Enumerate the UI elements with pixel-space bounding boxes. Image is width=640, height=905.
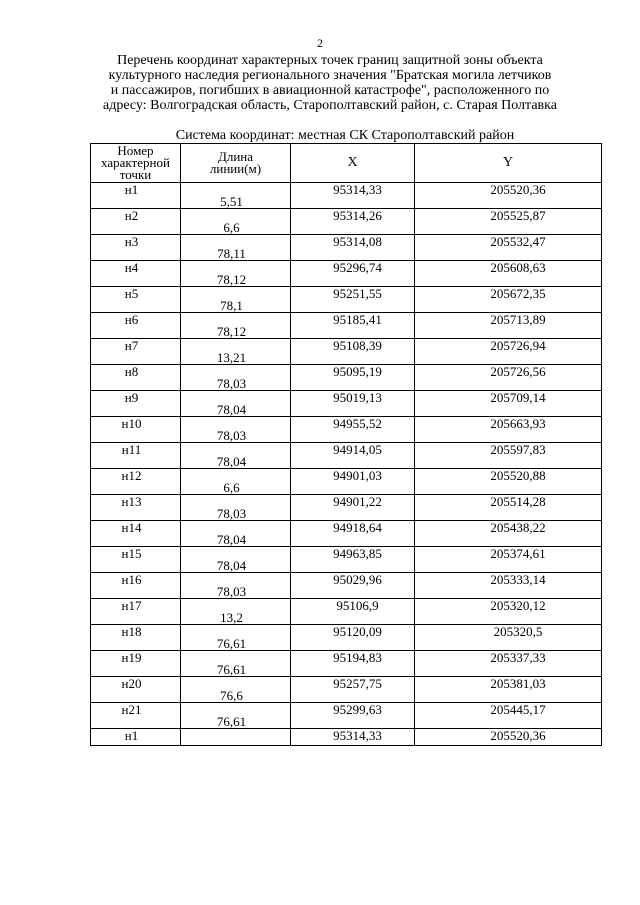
point-number-cell: н1 — [91, 729, 181, 746]
table-row — [91, 599, 602, 625]
title-line: культурного наследия регионального значения "Братская могила летчиков — [108, 68, 552, 83]
line-length-cell — [181, 261, 291, 287]
line-length-cell — [181, 625, 291, 651]
line-length-value: 13,21 — [216, 350, 247, 365]
header-x: X — [291, 144, 415, 183]
line-length-cell — [181, 573, 291, 599]
x-coordinate-cell: 94963,85 — [291, 547, 415, 573]
x-coordinate-cell: 94901,03 — [291, 469, 415, 495]
point-number-cell: н15 — [91, 547, 181, 573]
y-coordinate-cell: 205333,14 — [415, 573, 602, 599]
point-number-cell: н13 — [91, 495, 181, 521]
header-line-length — [181, 144, 291, 183]
line-length-value: 76,61 — [216, 714, 247, 729]
table-row — [91, 261, 602, 287]
header-length-line: Длина — [217, 149, 254, 164]
x-coordinate-cell: 95108,39 — [291, 339, 415, 365]
line-length-value: 78,04 — [216, 454, 247, 469]
table-row — [91, 391, 602, 417]
y-coordinate-cell: 205337,33 — [415, 651, 602, 677]
line-length-value: 78,12 — [216, 324, 247, 339]
x-coordinate-cell: 95120,09 — [291, 625, 415, 651]
y-coordinate-cell: 205663,93 — [415, 417, 602, 443]
line-length-value: 5,51 — [220, 194, 243, 209]
header-point-line: Номер — [117, 143, 154, 158]
line-length-value: 78,12 — [216, 272, 247, 287]
header-point-number — [91, 144, 181, 183]
line-length-cell — [181, 469, 291, 495]
y-coordinate-cell: 205726,94 — [415, 339, 602, 365]
table-row — [91, 339, 602, 365]
x-coordinate-cell: 95314,26 — [291, 209, 415, 235]
table-row — [91, 573, 602, 599]
line-length-cell — [181, 183, 291, 209]
table-row — [91, 235, 602, 261]
line-length-cell — [181, 287, 291, 313]
table-row — [91, 547, 602, 573]
line-length-value: 78,03 — [216, 584, 247, 599]
x-coordinate-cell: 95299,63 — [291, 703, 415, 729]
header-length-line: линии(м) — [209, 161, 262, 176]
line-length-cell — [181, 209, 291, 235]
line-length-cell — [181, 729, 291, 746]
point-number-cell: н7 — [91, 339, 181, 365]
table-row — [91, 703, 602, 729]
point-number-cell: н2 — [91, 209, 181, 235]
point-number-cell: н9 — [91, 391, 181, 417]
line-length-cell — [181, 521, 291, 547]
line-length-cell — [181, 443, 291, 469]
table-row — [91, 287, 602, 313]
table-row — [91, 443, 602, 469]
x-coordinate-cell: 95251,55 — [291, 287, 415, 313]
x-coordinate-cell: 95257,75 — [291, 677, 415, 703]
y-coordinate-cell: 205726,56 — [415, 365, 602, 391]
y-coordinate-cell: 205520,36 — [415, 183, 602, 209]
table-body — [91, 183, 602, 746]
x-coordinate-cell: 94918,64 — [291, 521, 415, 547]
y-coordinate-cell: 205520,88 — [415, 469, 602, 495]
x-coordinate-cell: 94914,05 — [291, 443, 415, 469]
y-coordinate-cell: 205709,14 — [415, 391, 602, 417]
point-number-cell: н3 — [91, 235, 181, 261]
y-coordinate-cell: 205597,83 — [415, 443, 602, 469]
table-row — [91, 625, 602, 651]
line-length-cell — [181, 417, 291, 443]
point-number-cell: н11 — [91, 443, 181, 469]
y-coordinate-cell: 205713,89 — [415, 313, 602, 339]
point-number-cell: н4 — [91, 261, 181, 287]
line-length-cell — [181, 599, 291, 625]
point-number-cell: н20 — [91, 677, 181, 703]
point-number-cell: н17 — [91, 599, 181, 625]
point-number-cell: н19 — [91, 651, 181, 677]
y-coordinate-cell: 205672,35 — [415, 287, 602, 313]
x-coordinate-cell: 95185,41 — [291, 313, 415, 339]
title-line: и пассажиров, погибших в авиационной катастрофе", расположенного по — [110, 83, 550, 98]
y-coordinate-cell: 205374,61 — [415, 547, 602, 573]
table-row — [91, 365, 602, 391]
line-length-cell — [181, 235, 291, 261]
line-length-value: 78,04 — [216, 402, 247, 417]
y-coordinate-cell: 205532,47 — [415, 235, 602, 261]
line-length-cell — [181, 677, 291, 703]
line-length-cell — [181, 495, 291, 521]
table-row — [91, 417, 602, 443]
line-length-cell — [181, 391, 291, 417]
x-coordinate-cell: 95296,74 — [291, 261, 415, 287]
y-coordinate-cell: 205445,17 — [415, 703, 602, 729]
point-number-cell: н8 — [91, 365, 181, 391]
table-row — [91, 495, 602, 521]
x-coordinate-cell: 95194,83 — [291, 651, 415, 677]
line-length-value: 13,2 — [220, 610, 243, 625]
line-length-cell — [181, 547, 291, 573]
line-length-cell — [181, 365, 291, 391]
line-length-cell — [181, 651, 291, 677]
line-length-value: 6,6 — [223, 220, 240, 235]
y-coordinate-cell: 205381,03 — [415, 677, 602, 703]
x-coordinate-cell: 95019,13 — [291, 391, 415, 417]
y-coordinate-cell: 205525,87 — [415, 209, 602, 235]
line-length-value: 78,04 — [216, 558, 247, 573]
table-row — [91, 313, 602, 339]
y-coordinate-cell: 205320,12 — [415, 599, 602, 625]
point-number-cell: н14 — [91, 521, 181, 547]
header-point-line: точки — [119, 167, 152, 182]
line-length-value: 78,03 — [216, 428, 247, 443]
title-line: Перечень координат характерных точек границ защитной зоны объекта — [117, 53, 543, 68]
line-length-value: 78,1 — [220, 298, 243, 313]
y-coordinate-cell: 205320,5 — [415, 625, 602, 651]
header-y: Y — [415, 144, 602, 183]
header-point-line: характерной — [101, 155, 170, 170]
coordinate-system-caption: Система координат: местная СК Старополтавский район — [175, 128, 515, 143]
line-length-value: 78,03 — [216, 376, 247, 391]
x-coordinate-cell: 95029,96 — [291, 573, 415, 599]
line-length-value: 76,6 — [220, 688, 243, 703]
table-row — [91, 209, 602, 235]
y-coordinate-cell: 205608,63 — [415, 261, 602, 287]
table-row — [91, 183, 602, 209]
x-coordinate-cell: 94955,52 — [291, 417, 415, 443]
table-row — [91, 469, 602, 495]
x-coordinate-cell: 95314,33 — [291, 729, 415, 746]
y-coordinate-cell: 205520,36 — [415, 729, 602, 746]
x-coordinate-cell: 95106,9 — [291, 599, 415, 625]
line-length-value: 6,6 — [223, 480, 240, 495]
line-length-cell — [181, 703, 291, 729]
line-length-cell — [181, 313, 291, 339]
x-coordinate-cell: 95095,19 — [291, 365, 415, 391]
line-length-cell — [181, 339, 291, 365]
title-line: адресу: Волгоградская область, Старополтавский район, с. Старая Полтавка — [103, 98, 557, 113]
line-length-value: 78,04 — [216, 532, 247, 547]
table-row — [91, 677, 602, 703]
x-coordinate-cell: 95314,33 — [291, 183, 415, 209]
document-title — [50, 53, 610, 113]
point-number-cell: н12 — [91, 469, 181, 495]
table-row — [91, 651, 602, 677]
line-length-value: 76,61 — [216, 662, 247, 677]
table-row — [91, 729, 602, 746]
point-number-cell: н21 — [91, 703, 181, 729]
point-number-cell: н16 — [91, 573, 181, 599]
point-number-cell: н5 — [91, 287, 181, 313]
page-number: 2 — [317, 36, 323, 50]
x-coordinate-cell: 94901,22 — [291, 495, 415, 521]
coordinates-table — [90, 143, 602, 746]
table-header-row — [91, 144, 602, 183]
line-length-value: 78,11 — [217, 246, 246, 261]
x-coordinate-cell: 95314,08 — [291, 235, 415, 261]
point-number-cell: н10 — [91, 417, 181, 443]
point-number-cell: н1 — [91, 183, 181, 209]
y-coordinate-cell: 205438,22 — [415, 521, 602, 547]
y-coordinate-cell: 205514,28 — [415, 495, 602, 521]
point-number-cell: н18 — [91, 625, 181, 651]
line-length-value: 78,03 — [216, 506, 247, 521]
point-number-cell: н6 — [91, 313, 181, 339]
table-row — [91, 521, 602, 547]
line-length-value: 76,61 — [216, 636, 247, 651]
